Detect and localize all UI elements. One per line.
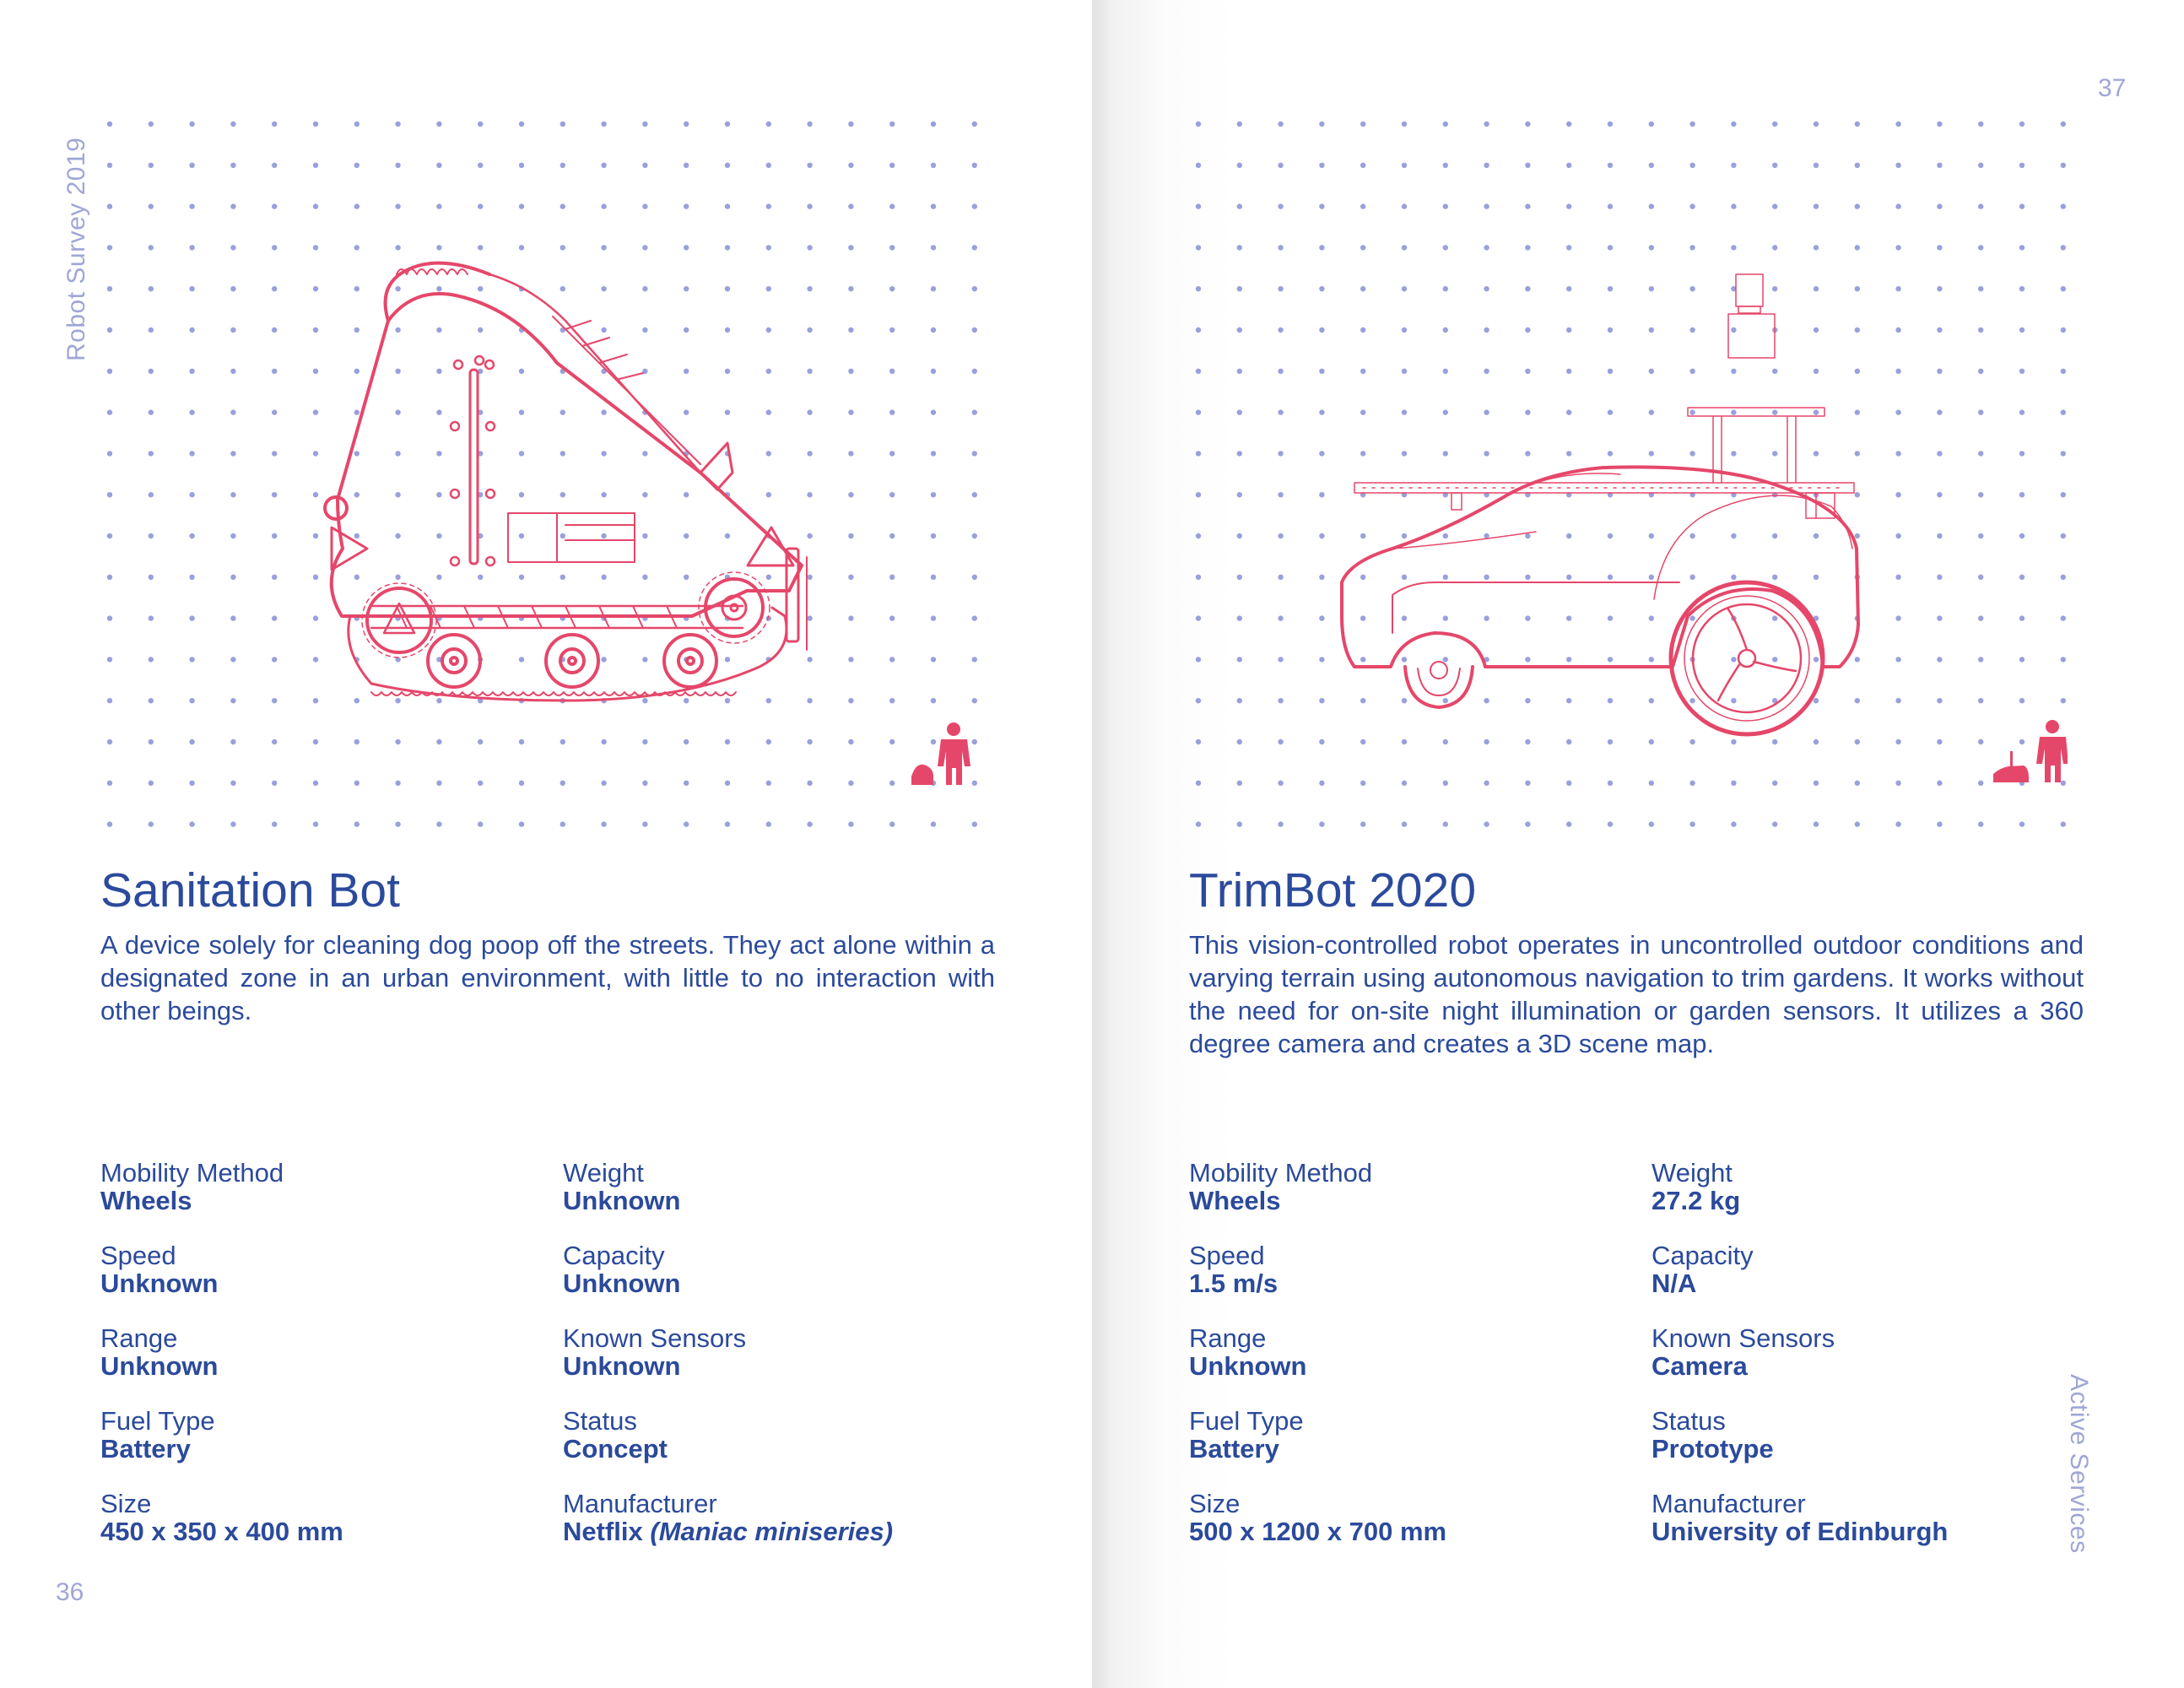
road-wheel (546, 635, 598, 687)
scale-human-icon (1993, 720, 2068, 782)
spec-manufacturer: Manufacturer Netflix (Maniac miniseries) (563, 1489, 894, 1546)
spec-fuel: Fuel Type Battery (100, 1406, 215, 1463)
road-wheel (664, 635, 716, 687)
spec-sensors: Known Sensors Unknown (563, 1323, 747, 1381)
camera-head (1736, 274, 1763, 306)
robot-description-right: This vision-controlled robot operates in uncontrolled outdoor conditions and varying terrain using autonomous navigation to trim gardens. It works without the need for on-site night illumination or garden sensors. It utilizes a 360 degree camera and creates a 3D scene map. (1189, 930, 2084, 1058)
spec-weight: Weight Unknown (563, 1158, 681, 1215)
spec-capacity: Capacity Unknown (563, 1241, 681, 1298)
spec-weight: Weight 27.2 kg (1652, 1158, 1741, 1215)
running-head-right: Active Services (2065, 1374, 2093, 1554)
spec-status: Status Prototype (1652, 1406, 1774, 1463)
spec-speed: Speed Unknown (100, 1241, 219, 1298)
spec-range: Range Unknown (1189, 1323, 1307, 1381)
manufacturer-name: Netflix (563, 1517, 643, 1546)
manufacturer-note: (Maniac miniseries) (650, 1517, 894, 1546)
trimbot-illustration (1181, 110, 2068, 836)
spec-range: Range Unknown (100, 1323, 219, 1381)
spec-sensors: Known Sensors Camera (1652, 1323, 1835, 1381)
dot-grid (1196, 122, 2066, 827)
spec-status: Status Concept (563, 1406, 668, 1463)
robot-description-left: A device solely for cleaning dog poop off the streets. They act alone within a designated zone in an urban environment, with little to no interaction with other beings. (100, 930, 995, 1025)
spec-speed: Speed 1.5 m/s (1189, 1241, 1279, 1298)
scale-human-icon (911, 722, 970, 785)
spec-fuel: Fuel Type Battery (1189, 1406, 1304, 1463)
robot-title-left: Sanitation Bot (100, 863, 400, 917)
dot-grid (107, 122, 977, 827)
spec-mobility: Mobility Method Wheels (100, 1158, 284, 1215)
mower-body (1342, 467, 1858, 667)
spec-size: Size 500 x 1200 x 700 mm (1189, 1489, 1447, 1546)
spec-capacity: Capacity N/A (1652, 1241, 1754, 1298)
page-number-left: 36 (56, 1578, 84, 1606)
robot-body-outline (332, 294, 802, 616)
page-number-right: 37 (2098, 74, 2127, 102)
spec-size: Size 450 x 350 x 400 mm (100, 1489, 343, 1546)
spec-manufacturer: Manufacturer University of Edinburgh (1652, 1489, 1949, 1546)
spec-mobility: Mobility Method Wheels (1189, 1158, 1373, 1215)
robot-title-right: TrimBot 2020 (1189, 863, 1477, 917)
running-head-left: Robot Survey 2019 (62, 137, 90, 361)
road-wheel (428, 635, 480, 687)
sanitation-bot-illustration (93, 110, 979, 836)
front-wheel (1405, 667, 1473, 707)
